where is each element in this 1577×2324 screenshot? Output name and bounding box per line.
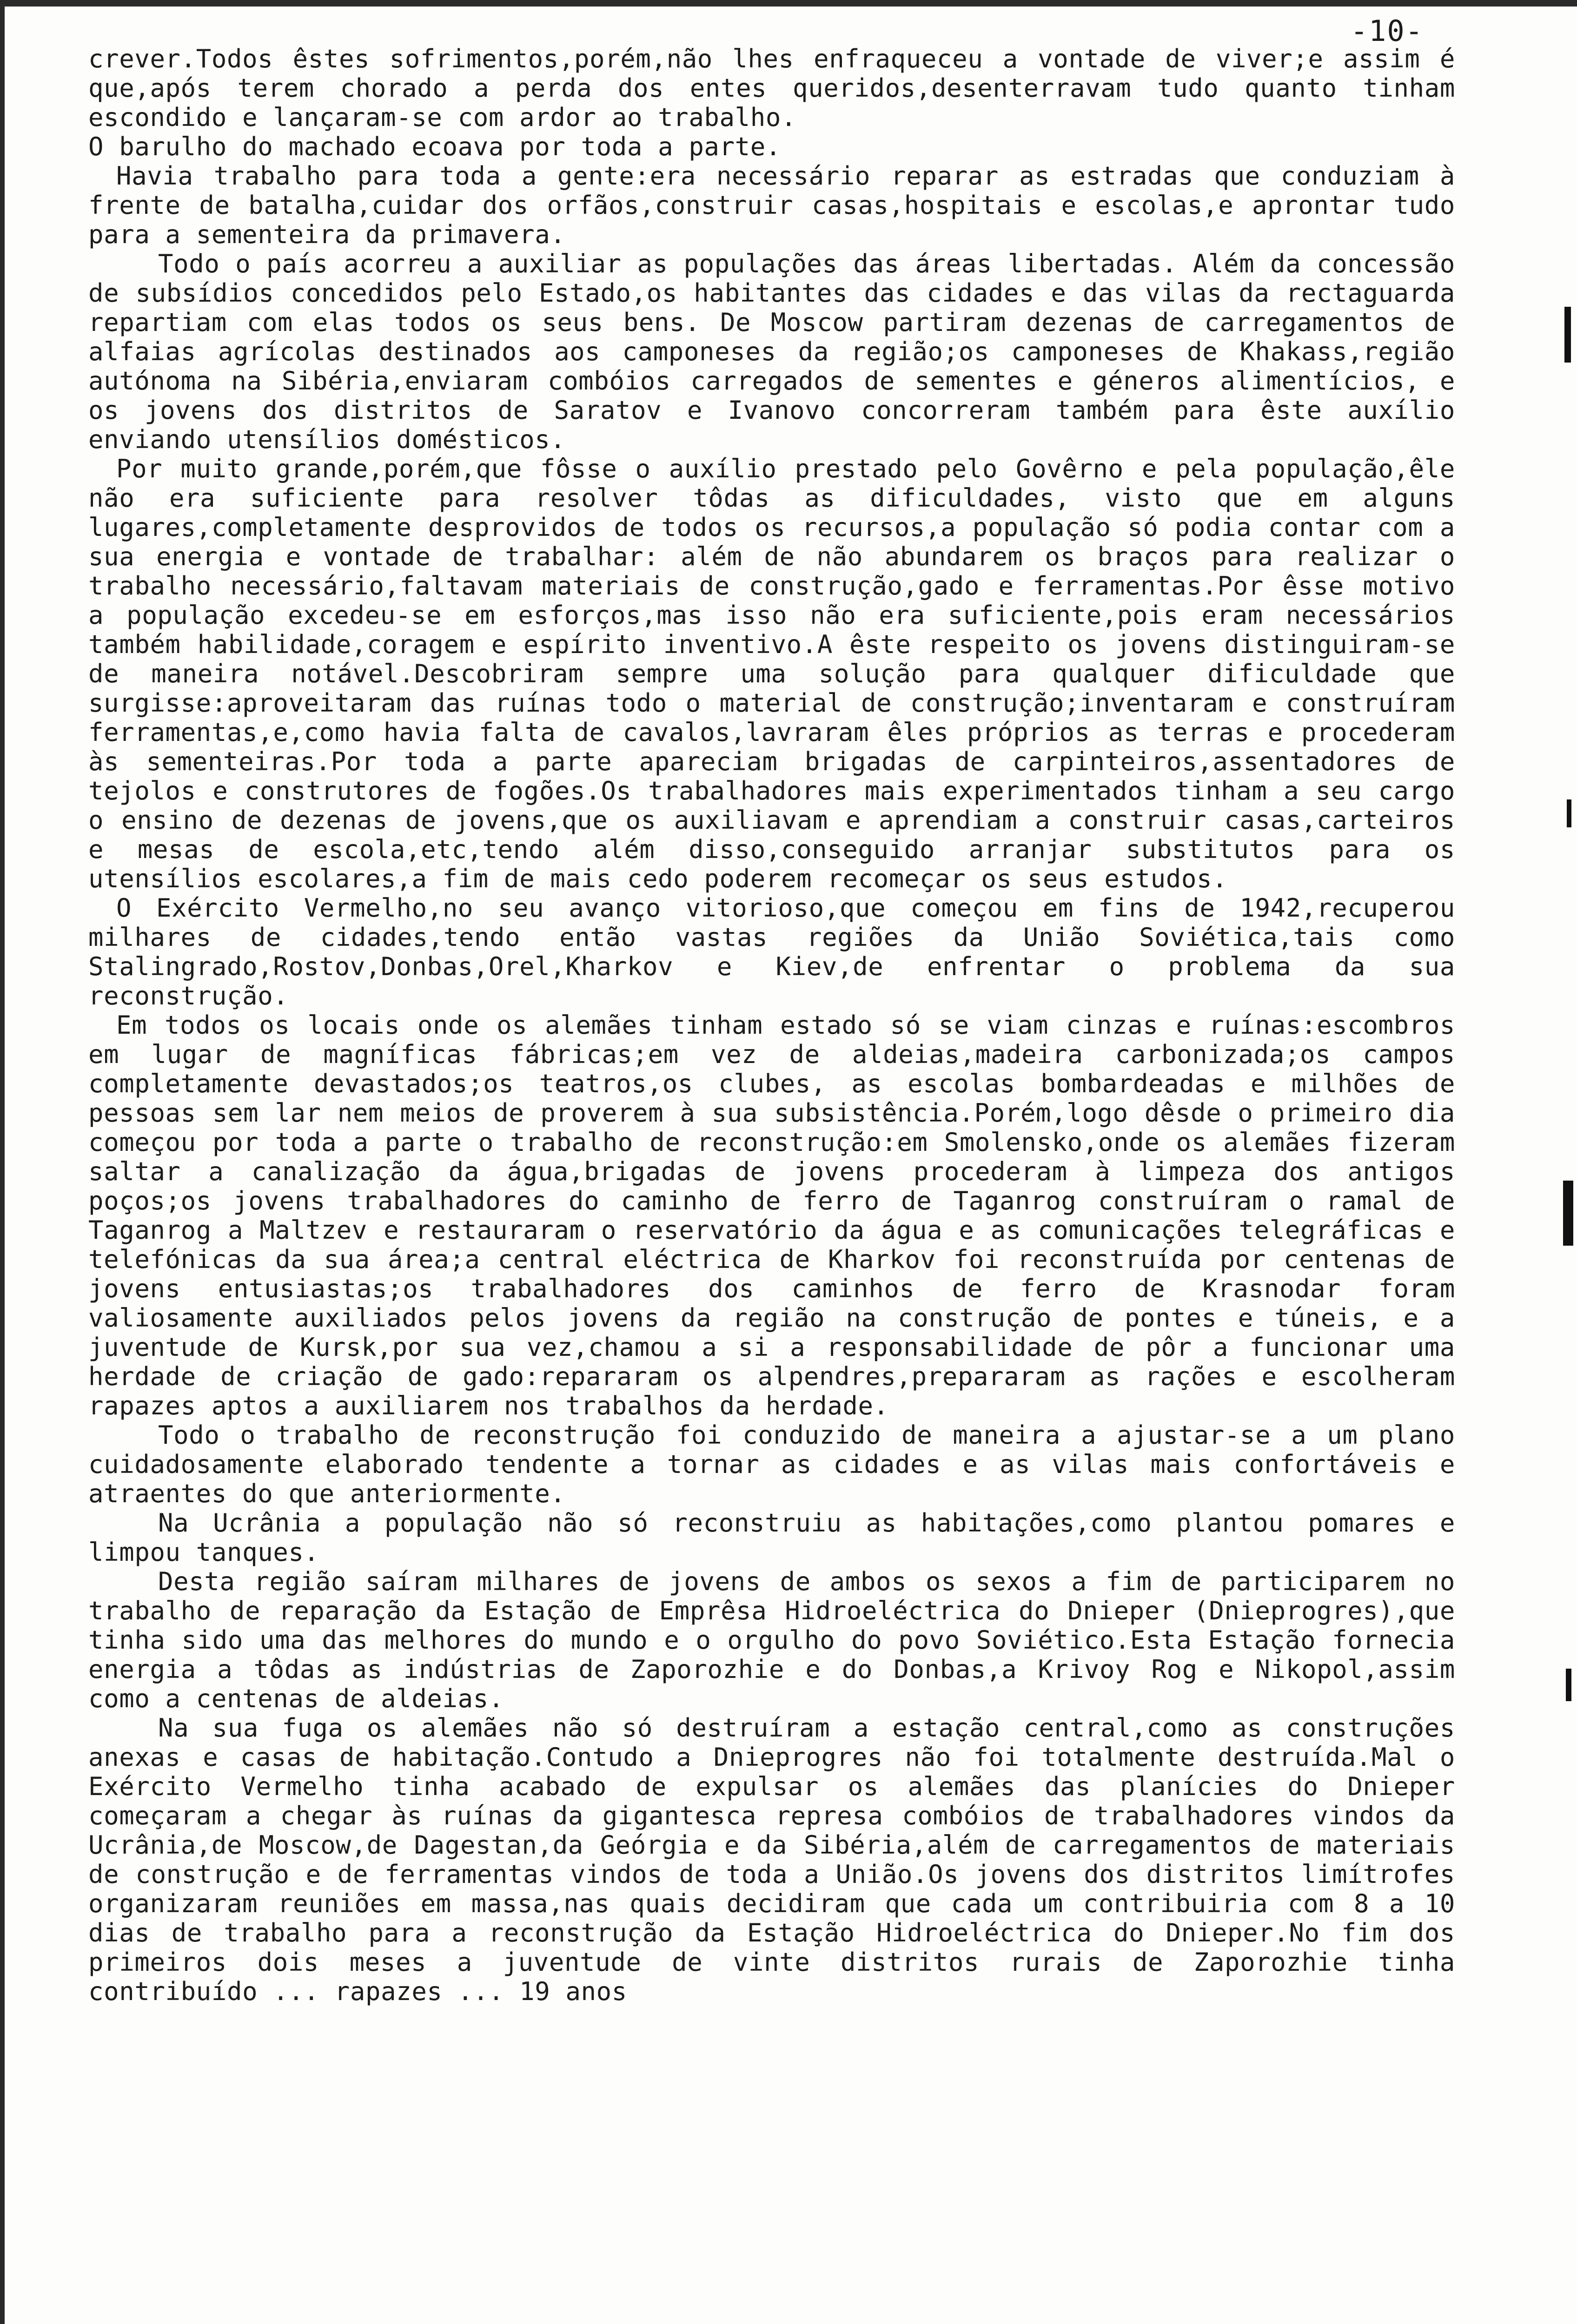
paragraph-6: O Exército Vermelho,no seu avanço vitorioso,que começou em fins de 1942,recuperou milhares de cidades,tendo então vastas regiões da União Soviética,tais como Stalingrado,Rostov,Donbas,Orel,Kharkov e Kiev,de enfrentar o problema da sua reconstrução. <box>88 893 1455 1010</box>
paragraph-7: Em todos os locais onde os alemães tinham estado só se viam cinzas e ruínas:escombros em lugar de magníficas fábricas;em vez de aldeias,madeira carbonizada;os campos completamente devastados;os teatros,os clubes, as escolas bombardeadas e milhões de pessoas sem lar nem meios de proverem à sua subsistência.Porém,logo dêsde o primeiro dia começou por toda a parte o trabalho de reconstrução:em Smolensko,onde os alemães fizeram saltar a canalização da água,brigadas de jovens procederam à limpeza dos antigos poços;os jovens trabalhadores do caminho de ferro de Taganrog construíram o ramal de Taganrog a Maltzev e restauraram o reservatório da água e as comunicações telegráficas e telefónicas da sua área;a central eléctrica de Kharkov foi reconstruída por centenas de jovens entusiastas;os trabalhadores dos caminhos de ferro de Krasnodar foram valiosamente auxiliados pelos jovens da região na construção de pontes e túneis, e a juventude de Kursk,por sua vez,chamou a si a responsabilidade de pôr a funcionar uma herdade de criação de gado:repararam os alpendres,prepararam as rações e escolheram rapazes aptos a auxiliarem nos trabalhos da herdade. <box>88 1010 1455 1420</box>
scan-edge-left <box>0 0 5 2324</box>
paragraph-9: Na Ucrânia a população não só reconstruiu as habitações,como plantou pomares e limpou tanques. <box>88 1508 1455 1567</box>
scan-speck <box>1563 1181 1573 1246</box>
body-text <box>88 44 1455 2006</box>
page-number: -10- <box>1350 14 1424 48</box>
paragraph-10: Desta região saíram milhares de jovens de ambos os sexos a fim de participarem no trabalho de reparação da Estação de Emprêsa Hidroeléctrica do Dnieper (Dnieprogres),que tinha sido uma das melhores do mundo e o orgulho do povo Soviético.Esta Estação fornecia energia a tôdas as indústrias de Zaporozhie e do Donbas,a Krivoy Rog e Nikopol,assim como a centenas de aldeias. <box>88 1567 1455 1713</box>
paragraph-1: crever.Todos êstes sofrimentos,porém,não lhes enfraqueceu a vontade de viver;e assim é que,após terem chorado a perda dos entes queridos,desenterravam tudo quanto tinham escondido e lançaram-se com ardor ao trabalho. <box>88 44 1455 132</box>
paragraph-4: Todo o país acorreu a auxiliar as populações das áreas libertadas. Além da concessão de subsídios concedidos pelo Estado,os habitantes das cidades e das vilas da rectaguarda repartiam com elas todos os seus bens. De Moscow partiram dezenas de carregamentos de alfaias agrícolas destinados aos camponeses da região;os camponeses de Khakass,região autónoma na Sibéria,enviaram combóios carregados de sementes e géneros alimentícios, e os jovens dos distritos de Saratov e Ivanovo concorreram também para êste auxílio enviando utensílios domésticos. <box>88 249 1455 454</box>
paragraph-8: Todo o trabalho de reconstrução foi conduzido de maneira a ajustar-se a um plano cuidadosamente elaborado tendente a tornar as cidades e as vilas mais confortáveis e atraentes do que anteriormente. <box>88 1420 1455 1508</box>
paragraph-5: Por muito grande,porém,que fôsse o auxílio prestado pelo Govêrno e pela população,êle não era suficiente para resolver tôdas as dificuldades, visto que em alguns lugares,completamente desprovidos de todos os recursos,a população só podia contar com a sua energia e vontade de trabalhar: além de não abundarem os braços para realizar o trabalho necessário,faltavam materiais de construção,gado e ferramentas.Por êsse motivo a população excedeu-se em esforços,mas isso não era suficiente,pois eram necessários também habilidade,coragem e espírito inventivo.A êste respeito os jovens distinguiram-se de maneira notável.Descobriram sempre uma solução para qualquer dificuldade que surgisse:aproveitaram das ruínas todo o material de construção;inventaram e construíram ferramentas,e,como havia falta de cavalos,lavraram êles próprios as terras e procederam às sementeiras.Por toda a parte apareciam brigadas de carpinteiros,assentadores de tejolos e construtores de fogões.Os trabalhadores mais experimentados tinham a seu cargo o ensino de dezenas de jovens,que os auxiliavam e aprendiam a construir casas,carteiros e mesas de escola,etc,tendo além disso,conseguido arranjar substitutos para os utensílios escolares,a fim de mais cedo poderem recomeçar os seus estudos. <box>88 454 1455 893</box>
paragraph-11: Na sua fuga os alemães não só destruíram a estação central,como as construções anexas e casas de habitação.Contudo a Dnieprogres não foi totalmente destruída.Mal o Exército Vermelho tinha acabado de expulsar os alemães das planícies do Dnieper começaram a chegar às ruínas da gigantesca represa combóios de trabalhadores vindos da Ucrânia,de Moscow,de Dagestan,da Geórgia e da Sibéria,além de carregamentos de materiais de construção e de ferramentas vindos de toda a União.Os jovens dos distritos limítrofes organizaram reuniões em massa,nas quais decidiram que cada um contribuiria com 8 a 10 dias de trabalho para a reconstrução da Estação Hidroeléctrica do Dnieper.No fim dos primeiros dois meses a juventude de vinte distritos rurais de Zaporozhie tinha contribuído ... rapazes ... 19 anos <box>88 1713 1455 2006</box>
paragraph-3: Havia trabalho para toda a gente:era necessário reparar as estradas que conduziam à frente de batalha,cuidar dos orfãos,construir casas,hospitais e escolas,e aprontar tudo para a sementeira da primavera. <box>88 161 1455 249</box>
paragraph-2: O barulho do machado ecoava por toda a parte. <box>88 132 781 161</box>
scan-speck <box>1566 1669 1571 1701</box>
scan-speck <box>1564 307 1571 363</box>
scan-edge-top <box>0 0 1577 7</box>
scan-speck <box>1567 799 1571 827</box>
